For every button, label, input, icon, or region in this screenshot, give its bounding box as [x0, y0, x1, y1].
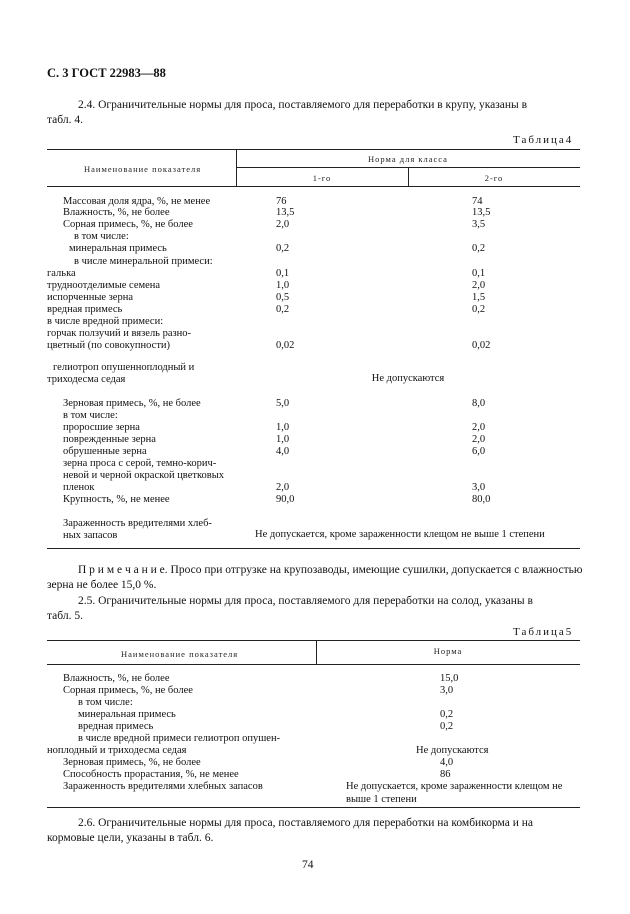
- table4-row-class1: 76: [276, 196, 287, 207]
- paragraph-2-5-line2: табл. 5.: [47, 610, 83, 622]
- table4-row-name: в числе минеральной примеси:: [74, 256, 213, 267]
- table4-row-name: в числе вредной примеси:: [47, 316, 164, 327]
- table4-row-class1: 90,0: [276, 494, 295, 505]
- table5-row-name: Зерновая примесь, %, не более: [63, 757, 201, 768]
- table4-row-class1: 1,0: [276, 422, 290, 433]
- table4-row-name: проросшие зерна: [63, 422, 140, 433]
- table5-row-value: 15,0: [440, 673, 459, 684]
- table4-row-name: Крупность, %, не менее: [63, 494, 170, 505]
- table5-row-name: вредная примесь: [78, 721, 154, 732]
- table5-row-value: 0,2: [440, 709, 454, 720]
- table5-row-value: Не допускается, кроме зараженности клещом не: [346, 781, 563, 792]
- table4-row-name: Зерновая примесь, %, не более: [63, 398, 201, 409]
- table5-row-name: минеральная примесь: [78, 709, 176, 720]
- table5-row-name: Влажность, %, не более: [63, 673, 170, 684]
- table4-row-name: трудноотделимые семена: [47, 280, 161, 291]
- table4-row-class1: 0,2: [276, 243, 290, 254]
- table4-row-name: испорченные зерна: [47, 292, 133, 303]
- note-line2: зерна не более 15,0 %.: [47, 579, 157, 591]
- table4-row-name: в том числе:: [74, 231, 129, 242]
- table5-row-value: выше 1 степени: [346, 794, 417, 805]
- table4-row-name: вредная примесь: [47, 304, 123, 315]
- table4-row-name: поврежденные зерна: [63, 434, 156, 445]
- table5-row-value: 4,0: [440, 757, 454, 768]
- table4-row-name: невой и черной окраской цветковых: [63, 470, 225, 481]
- table5-row-name: в числе вредной примеси гелиотроп опушен-: [78, 733, 281, 744]
- table4-row-class1: 13,5: [276, 207, 295, 218]
- table4-row-class2: 74: [472, 196, 483, 207]
- paragraph-2-4-line1: 2.4. Ограничительные нормы для проса, поставляемого для переработки в крупу, указаны в: [78, 99, 528, 111]
- table4-row-class1: 5,0: [276, 398, 290, 409]
- table4-row-name: обрушенные зерна: [63, 446, 147, 457]
- table4-row-class1: 2,0: [276, 482, 290, 493]
- table4-row-class2: 6,0: [472, 446, 486, 457]
- table4-row-name: зерна проса с серой, темно-корич-: [63, 458, 217, 469]
- table4-not-allowed: Не допускаются: [371, 373, 445, 384]
- paragraph-2-4-line2: табл. 4.: [47, 114, 83, 126]
- table4-row-class1: 0,2: [276, 304, 290, 315]
- table4-col-class1: 1-го: [312, 173, 332, 183]
- table4-row-class2: 0,2: [472, 304, 486, 315]
- table4-row-class2: 0,1: [472, 268, 486, 279]
- table5-top-rule: [47, 640, 580, 641]
- table4-row-name: триходесма седая: [47, 374, 126, 385]
- table4-row-class1: 0,5: [276, 292, 290, 303]
- table4-label: Таблица4: [513, 134, 574, 146]
- table4-row-class2: 1,5: [472, 292, 486, 303]
- page-header: С. 3 ГОСТ 22983—88: [47, 66, 166, 80]
- table5-row-name: в том числе:: [78, 697, 133, 708]
- table4-row-name: гелиотроп опушенноплодный и: [53, 362, 195, 373]
- table4-bottom-rule: [47, 548, 580, 549]
- table5-row-value: 3,0: [440, 685, 454, 696]
- table4-row-class2: 80,0: [472, 494, 491, 505]
- table4-row-class2: 2,0: [472, 434, 486, 445]
- table4-row-class1: 0,1: [276, 268, 290, 279]
- table4-header-bottom-rule: [47, 186, 580, 187]
- table4-row-class1: 0,02: [276, 340, 295, 351]
- table4-infestation: Не допускается, кроме зараженности клещом не выше 1 степени: [255, 529, 545, 540]
- table5-label: Таблица5: [513, 626, 574, 638]
- table4-row-class1: 1,0: [276, 434, 290, 445]
- table4-row-name: ных запасов: [63, 530, 118, 541]
- table4-row-name: минеральная примесь: [69, 243, 167, 254]
- paragraph-2-6-line1: 2.6. Ограничительные нормы для проса, поставляемого для переработки на комбикорма и на: [78, 817, 533, 829]
- paragraph-2-6-line2: кормовые цели, указаны в табл. 6.: [47, 832, 214, 844]
- note-line1: П р и м е ч а н и е. Просо при отгрузке на крупозаводы, имеющие сушилки, допускается с влажностью: [78, 564, 583, 576]
- table4-row-class1: 1,0: [276, 280, 290, 291]
- table4-row-name: горчак ползучий и вязель разно-: [47, 328, 192, 339]
- table4-row-name: пленок: [63, 482, 95, 493]
- table5-row-name: ноплодный и триходесма седая: [47, 745, 187, 756]
- table4-row-class1: 2,0: [276, 219, 290, 230]
- table4-row-class2: 2,0: [472, 280, 486, 291]
- table4-row-name: галька: [47, 268, 76, 279]
- page-number: 74: [302, 859, 314, 871]
- table4-row-class2: 13,5: [472, 207, 491, 218]
- table4-row-class2: 3,5: [472, 219, 486, 230]
- table5-row-value: 0,2: [440, 721, 454, 732]
- table5-row-value: 86: [440, 769, 451, 780]
- table4-row-name: Зараженность вредителями хлеб-: [63, 518, 212, 529]
- table4-row-class2: 0,02: [472, 340, 491, 351]
- table5-row-name: Зараженность вредителями хлебных запасов: [63, 781, 263, 792]
- table4-row-name: Влажность, %, не более: [63, 207, 170, 218]
- table5-col-name: Наименование показателя: [121, 649, 239, 659]
- table4-col-class2: 2-го: [484, 173, 504, 183]
- table5-row-name: Способность прорастания, %, не менее: [63, 769, 239, 780]
- table5-row-name: Сорная примесь, %, не более: [63, 685, 193, 696]
- table5-header-rule: [47, 664, 580, 665]
- table4-row-name: цветный (по совокупности): [47, 340, 171, 351]
- table4-col-norm: Норма для класса: [368, 154, 448, 164]
- table4-row-name: Сорная примесь, %, не более: [63, 219, 193, 230]
- table5-bottom-rule: [47, 807, 580, 808]
- table4-row-class2: 8,0: [472, 398, 486, 409]
- table5-row-value: Не допускаются: [416, 745, 489, 756]
- table4-row-name: в том числе:: [63, 410, 118, 421]
- table4-top-rule: [47, 149, 580, 150]
- table4-row-class2: 2,0: [472, 422, 486, 433]
- table4-row-class1: 4,0: [276, 446, 290, 457]
- table5-col-norm: Норма: [433, 646, 463, 656]
- table4-row-class2: 0,2: [472, 243, 486, 254]
- paragraph-2-5-line1: 2.5. Ограничительные нормы для проса, поставляемого для переработки на солод, указаны в: [78, 595, 533, 607]
- table4-row-name: Массовая доля ядра, %, не менее: [63, 196, 211, 207]
- table4-col-name: Наименование показателя: [84, 164, 202, 174]
- table4-row-class2: 3,0: [472, 482, 486, 493]
